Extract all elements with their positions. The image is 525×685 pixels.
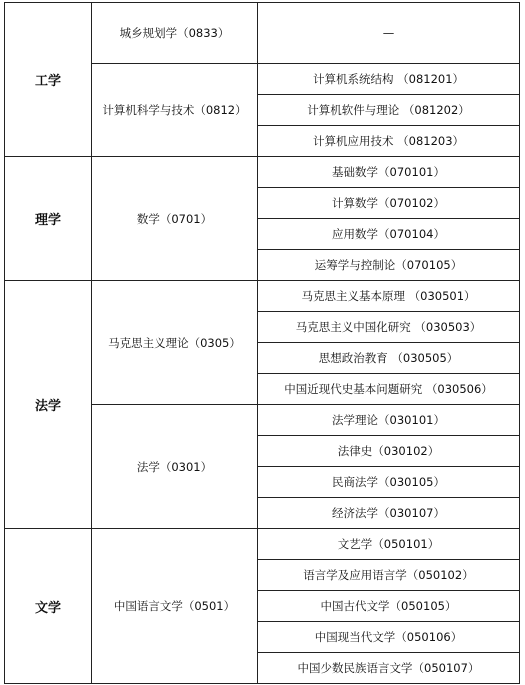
second-level-cell: 计算机应用技术 （081203） [258, 126, 520, 157]
table-row [5, 529, 520, 560]
table-row [5, 3, 520, 64]
second-level-cell: 中国古代文学（050105） [258, 591, 520, 622]
second-level-cell: 法律史（030102） [258, 436, 520, 467]
second-level-cell: 马克思主义中国化研究 （030503） [258, 312, 520, 343]
first-level-cell: 法学（0301） [92, 405, 258, 529]
category-cell: 工学 [5, 3, 92, 157]
category-cell: 文学 [5, 529, 92, 684]
second-level-cell: 语言学及应用语言学（050102） [258, 560, 520, 591]
second-level-cell: 民商法学（030105） [258, 467, 520, 498]
second-level-cell: 计算数学（070102） [258, 188, 520, 219]
second-level-cell: 应用数学（070104） [258, 219, 520, 250]
first-level-cell: 马克思主义理论（0305） [92, 281, 258, 405]
discipline-table [4, 2, 520, 684]
second-level-cell: 计算机系统结构 （081201） [258, 64, 520, 95]
second-level-cell: 思想政治教育 （030505） [258, 343, 520, 374]
second-level-cell: 运筹学与控制论（070105） [258, 250, 520, 281]
category-cell: 理学 [5, 157, 92, 281]
first-level-cell: 数学（0701） [92, 157, 258, 281]
first-level-cell: 计算机科学与技术（0812） [92, 64, 258, 157]
table-row [5, 281, 520, 312]
second-level-cell: 中国近现代史基本问题研究 （030506） [258, 374, 520, 405]
first-level-cell: 城乡规划学（0833） [92, 3, 258, 64]
table-row [5, 157, 520, 188]
second-level-cell: 经济法学（030107） [258, 498, 520, 529]
second-level-cell: — [258, 3, 520, 64]
category-cell: 法学 [5, 281, 92, 529]
second-level-cell: 计算机软件与理论 （081202） [258, 95, 520, 126]
second-level-cell: 马克思主义基本原理 （030501） [258, 281, 520, 312]
second-level-cell: 中国少数民族语言文学（050107） [258, 653, 520, 684]
second-level-cell: 中国现当代文学（050106） [258, 622, 520, 653]
second-level-cell: 基础数学（070101） [258, 157, 520, 188]
second-level-cell: 法学理论（030101） [258, 405, 520, 436]
second-level-cell: 文艺学（050101） [258, 529, 520, 560]
first-level-cell: 中国语言文学（0501） [92, 529, 258, 684]
